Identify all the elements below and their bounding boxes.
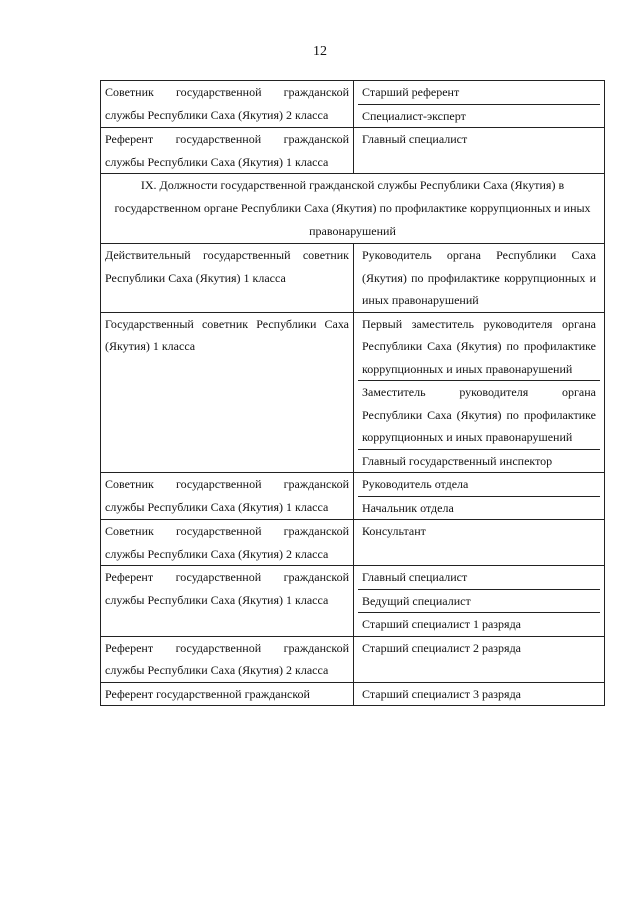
rank-text: Референт государственной гражданской службы Республики Саха (Якутия) 2 класса — [105, 640, 349, 677]
rank-cell — [101, 636, 354, 682]
positions-cell — [354, 312, 605, 473]
position-text: Главный специалист — [362, 132, 468, 146]
table-row — [101, 128, 605, 174]
rank-cell — [101, 128, 354, 174]
positions-cell — [354, 682, 605, 706]
rank-cell — [101, 473, 354, 520]
rank-text: Советник государственной гражданской службы Республики Саха (Якутия) 1 класса — [105, 477, 349, 514]
rank-text: Референт государственной гражданской службы Республики Саха (Якутия) 1 класса — [105, 132, 349, 169]
rank-text: Государственный советник Республики Саха (Якутия) 1 класса — [105, 316, 349, 353]
position-text: Старший специалист 2 разряда — [362, 640, 521, 655]
rank-text: Референт государственной гражданской службы Республики Саха (Якутия) 1 класса — [105, 570, 349, 607]
positions-table — [100, 80, 605, 706]
rank-cell — [101, 312, 354, 473]
positions-cell — [354, 520, 605, 566]
position-text: Заместитель руководителя органа Республики Саха (Якутия) по профилактике коррупционных и иных правонарушений — [358, 380, 600, 449]
rank-cell — [101, 682, 354, 706]
rank-cell — [101, 81, 354, 128]
table-row — [101, 566, 605, 637]
page-number: 12 — [313, 44, 327, 59]
rank-cell — [101, 566, 354, 637]
positions-cell — [354, 566, 605, 637]
position-text: Начальник отдела — [358, 496, 600, 520]
rank-text: Советник государственной гражданской службы Республики Саха (Якутия) 2 класса — [105, 524, 349, 561]
table-row — [101, 520, 605, 566]
rank-text: Советник государственной гражданской службы Республики Саха (Якутия) 2 класса — [105, 85, 349, 122]
table-row — [101, 312, 605, 473]
positions-cell — [354, 128, 605, 174]
table-row — [101, 244, 605, 313]
table-row — [101, 81, 605, 128]
position-text: Главный государственный инспектор — [358, 449, 600, 473]
position-text: Специалист-эксперт — [358, 104, 600, 128]
rank-text: Действительный государственный советник Республики Саха (Якутия) 1 класса — [105, 248, 349, 285]
rank-cell — [101, 244, 354, 313]
position-text: Руководитель отдела — [362, 477, 469, 491]
position-text: Старший специалист 3 разряда — [362, 686, 521, 701]
rank-cell — [101, 520, 354, 566]
positions-cell — [354, 636, 605, 682]
positions-cell — [354, 244, 605, 313]
section-heading-row — [101, 174, 605, 244]
table-row — [101, 682, 605, 706]
position-text: Старший референт — [362, 85, 460, 99]
position-text: Руководитель органа Республики Саха (Якутия) по профилактике коррупционных и иных правонарушений — [362, 248, 596, 307]
table-row — [101, 473, 605, 520]
positions-cell — [354, 473, 605, 520]
section-ix-title: IX. Должности государственной гражданской службы Республики Саха (Якутия) в государственном органе Республики Саха (Якутия) по профилактике коррупционных и иных правонарушений — [101, 174, 605, 244]
position-text: Главный специалист — [362, 570, 468, 584]
table-row — [101, 636, 605, 682]
rank-text: Референт государственной гражданской — [105, 686, 310, 701]
position-text: Первый заместитель руководителя органа Республики Саха (Якутия) по профилактике коррупционных и иных правонарушений — [362, 316, 596, 376]
position-text: Ведущий специалист — [358, 589, 600, 613]
position-text: Старший специалист 1 разряда — [358, 612, 600, 636]
positions-cell — [354, 81, 605, 128]
position-text: Консультант — [362, 524, 426, 538]
